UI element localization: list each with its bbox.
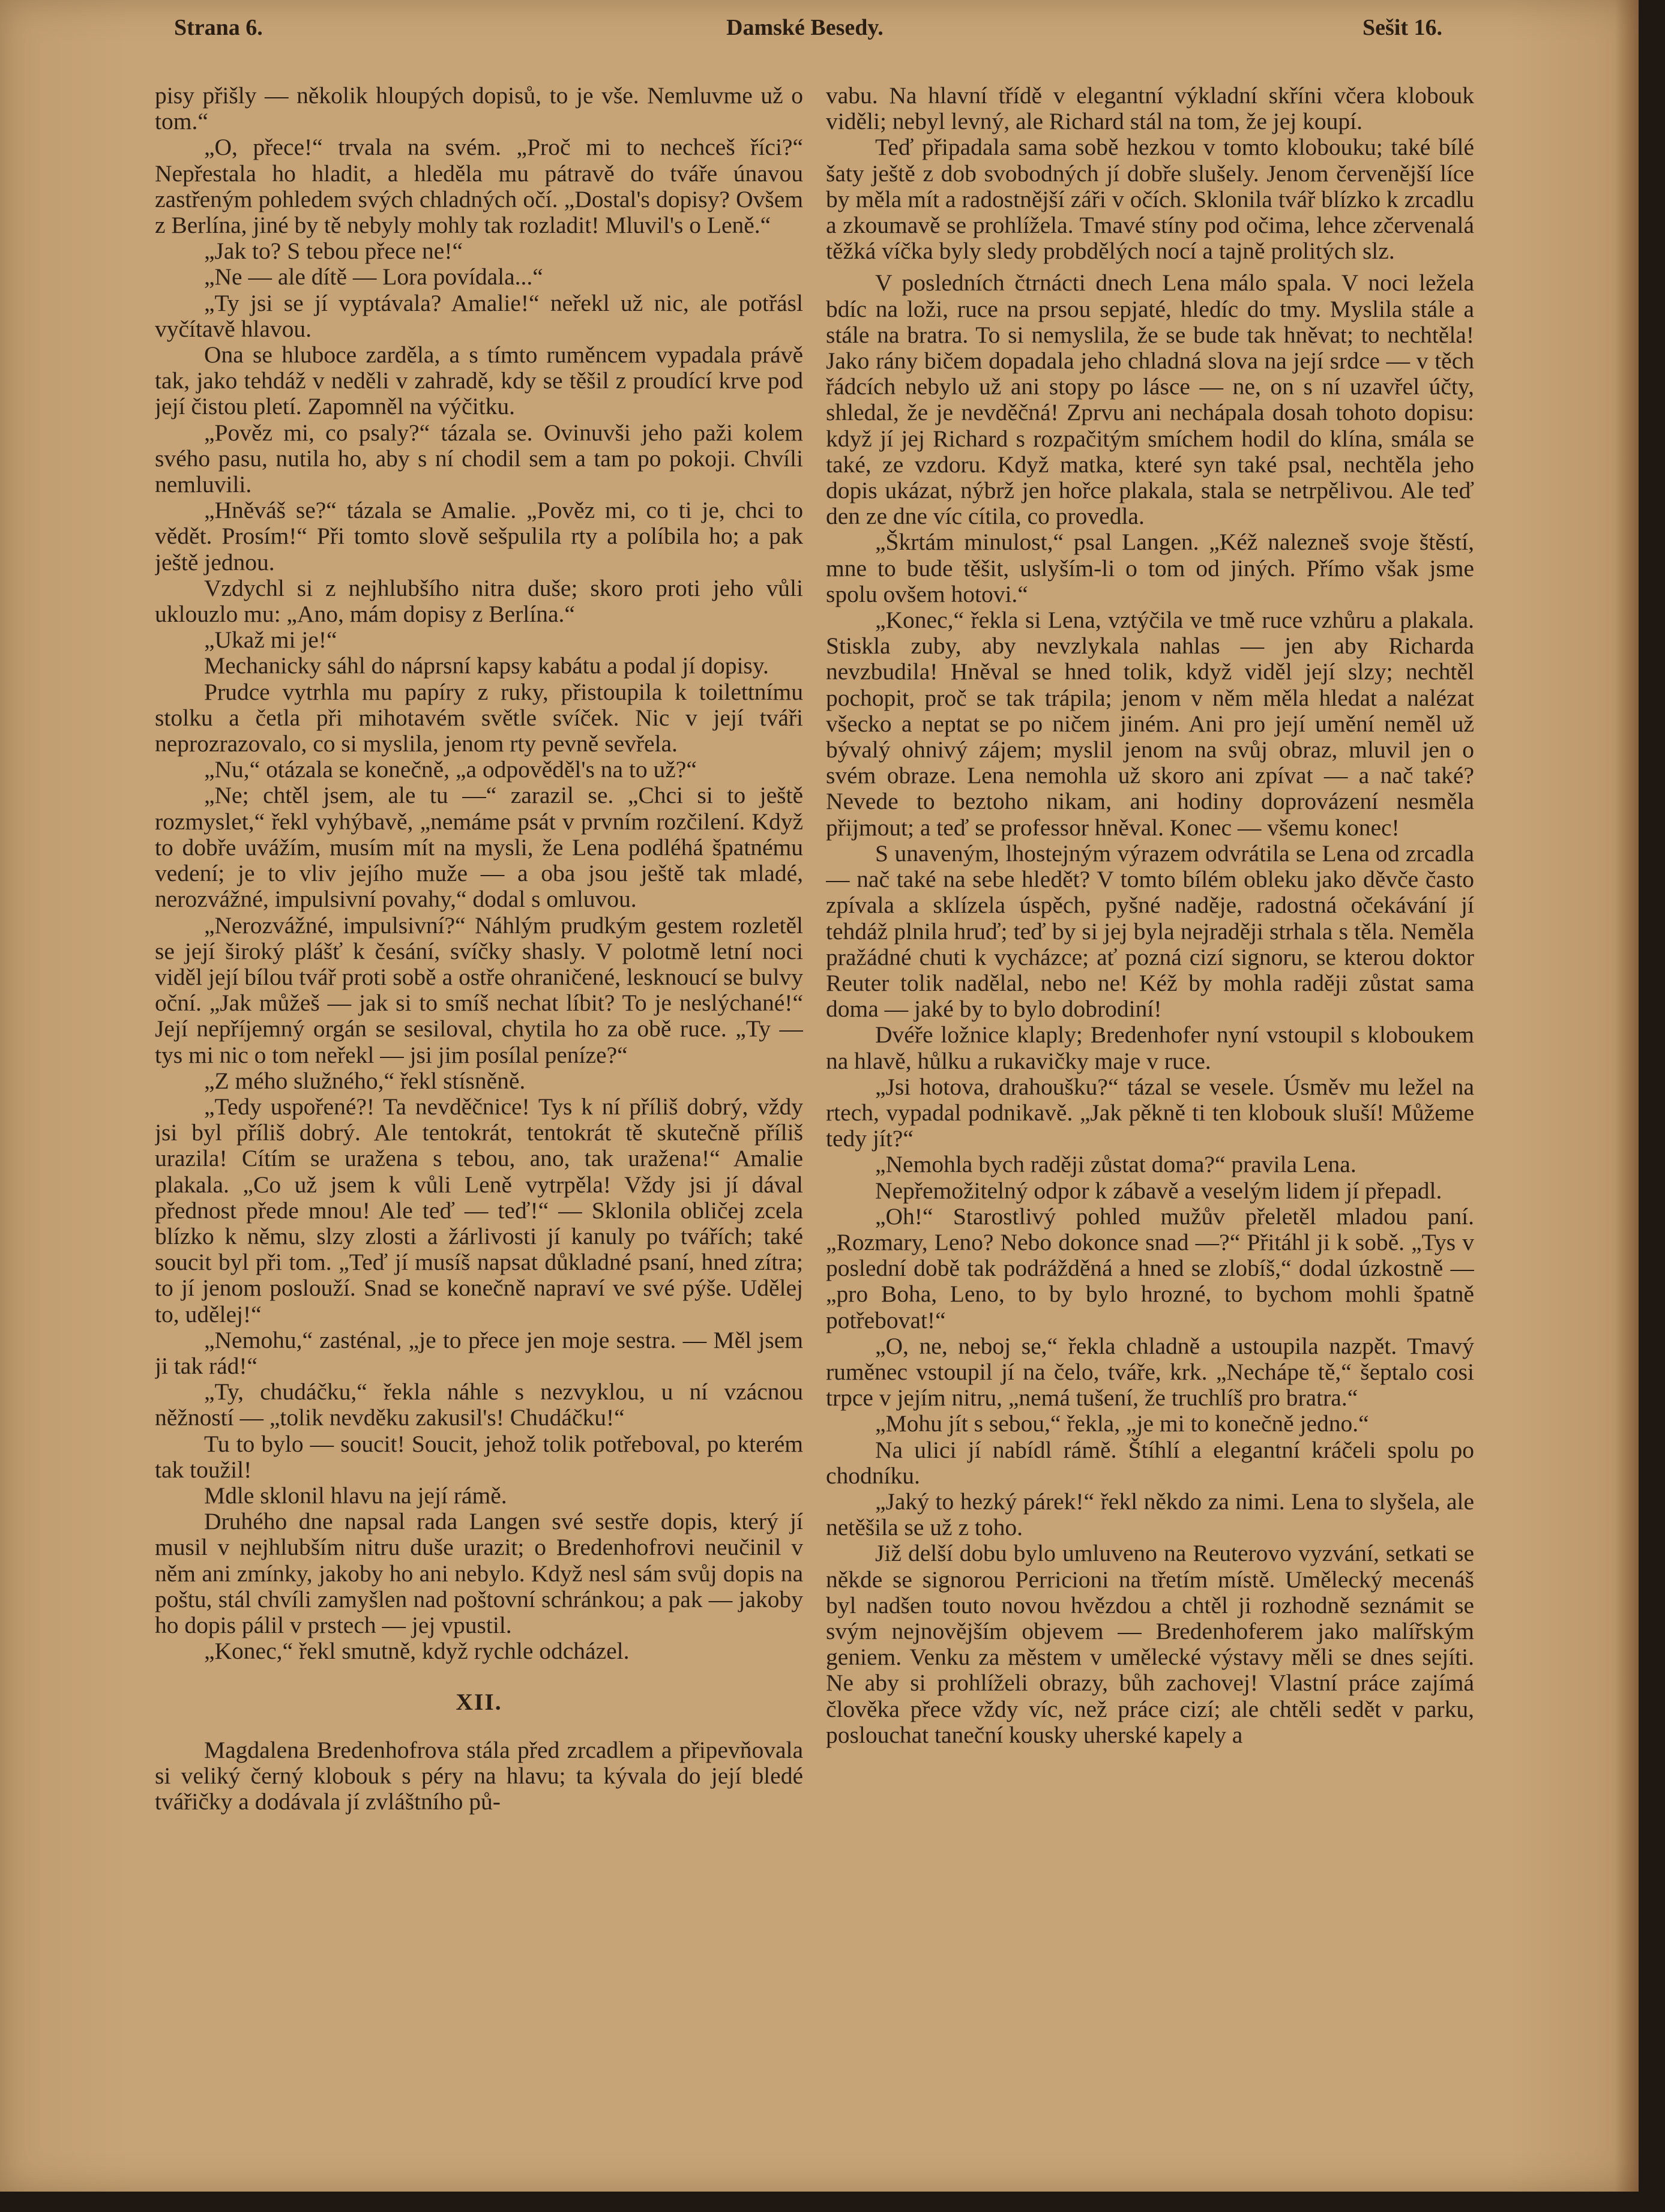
paragraph: „Hněváš se?“ tázala se Amalie. „Pověz mi, co ti je, chci to vědět. Prosím!“ Při tomto slově sešpulila rty a políbila ho; a pak ještě jednou. <box>155 497 803 576</box>
issue-number: Sešit 16. <box>1362 15 1442 40</box>
paragraph: „Jaký to hezký párek!“ řekl někdo za nimi. Lena to slyšela, ale netěšila se už z toho. <box>826 1488 1474 1541</box>
paragraph: „Z mého služného,“ řekl stísněně. <box>204 1067 526 1094</box>
paragraph: „Jsi hotova, drahoušku?“ tázal se vesele. Úsměv mu ležel na rtech, vypadal podnikavě. „Jak pěkně ti ten klobouk sluší! Můžeme tedy jít?“ <box>826 1073 1474 1152</box>
paragraph: „Nu,“ otázala se konečně, „a odpověděl's na to už?“ <box>204 756 697 783</box>
paragraph: „Tedy uspořené?! Ta nevděčnice! Tys k ní příliš dobrý, vždy jsi byl příliš dobrý. Ale tentokrát, tentokrát tě skutečně příliš urazila! Cítím se uražena s tebou, ano, tak uražena!“ Amalie plakala. „Co už jsem k vůli Leně vytrpěla! Vždy jsi jí dával přednost přede mnou! Ale teď — teď!“ — Sklonila obličej zcela blízko k němu, slzy zlosti a žárlivosti jí kanuly po tvářích; také soucit byl při tom. „Teď jí musíš napsat důkladné psaní, hned zítra; to jí jenom poslouží. Snad se konečně napraví ve své pýše. Udělej to, udělej!“ <box>155 1093 803 1327</box>
paragraph: „O, přece!“ trvala na svém. „Proč mi to nechceš říci?“ Nepřestala ho hladit, a hleděla mu pátravě do tváře únavou zastřeným pohledem svých chladných očí. „Dostal's dopisy? Ovšem z Berlína, jiné by tě nebyly mohly tak rozladit! Mluvil's o Leně.“ <box>155 134 803 239</box>
paragraph: Magdalena Bredenhofrova stála před zrcadlem a připevňovala si veliký černý klobouk s péry na hlavu; ta kývala do její bledé tvářičky a dodávala jí zvláštního pů- <box>155 1736 803 1815</box>
running-header <box>0 14 1639 44</box>
paragraph: „Ne; chtěl jsem, ale tu —“ zarazil se. „Chci si to ještě rozmyslet,“ řekl vyhýbavě, „nemáme psát v prvním rozčilení. Když to dobře uvážím, musím mít na mysli, že Lena podléhá špatnému vedení; je to vliv jejího muže — a oba jsou ještě tak mladé, nerozvážné, impulsivní povahy,“ dodal s omluvou. <box>155 782 803 913</box>
paragraph: „Škrtám minulost,“ psal Langen. „Kéž nalezneš svoje štěstí, mne to bude těšit, uslyším-li o tom od jiných. Přímo však jsme spolu ovšem hotovi.“ <box>826 529 1474 607</box>
paragraph: vabu. Na hlavní třídě v elegantní výkladní skříni včera klobouk viděli; nebyl levný, ale Richard stál na tom, že jej koupí. <box>826 83 1474 135</box>
paragraph: Nepřemožitelný odpor k zábavě a veselým lidem jí přepadl. <box>875 1177 1442 1204</box>
paragraph: „Konec,“ řekla si Lena, vztýčila ve tmě ruce vzhůru a plakala. Stiskla zuby, aby nevzlykala nahlas — jen aby Richarda nevzbudila! Hněval se hned tolik, když viděl její slzy; nechtěl pochopit, proč se tak trápila; jenom v něm měla hledat a nalézat všecko a neptat se po ničem jiném. Ani pro její umění neměl už bývalý ohnivý zájem; myslil jenom na svůj obraz, mluvil jen o svém obraze. Lena nemohla už skoro ani zpívat — a nač také? Nevede to beztoho nikam, ani hodiny doprovázení nesměla přijmout; a teď se professor hněval. Konec — všemu konec! <box>826 607 1474 841</box>
magazine-title: Damské Besedy. <box>726 15 884 40</box>
paragraph: „Mohu jít s sebou,“ řekla, „je mi to konečně jedno.“ <box>875 1410 1369 1437</box>
paragraph: Na ulici jí nabídl rámě. Štíhlí a elegantní kráčeli spolu po chodníku. <box>826 1436 1474 1489</box>
right-column <box>826 83 1474 2123</box>
paragraph: Teď připadala sama sobě hezkou v tomto klobouku; také bílé šaty ještě z dob svobodných jí dobře slušely. Jenom červenější líce by měla mít a radostnější záři v očích. Sklonila tvář blízko k zrcadlu a zkoumavě se prohlížela. Tmavé stíny pod očima, lehce zčervenalá těžká víčka byly sledy probdělých nocí a tajně prolitých slz. <box>826 134 1474 265</box>
paragraph: „Nerozvážné, impulsivní?“ Náhlým prudkým gestem rozletěl se její široký plášť k česání, svíčky shasly. V polotmě letní noci viděl její bílou tvář proti sobě a ostře ohraničené, lesknoucí se bulvy oční. „Jak můžeš — jak si to smíš nechat líbit? To je neslýchané!“ Její nepříjemný orgán se sesiloval, chytila ho za obě ruce. „Ty — tys mi nic o tom neřekl — jsi jim posílal peníze?“ <box>155 912 803 1068</box>
paragraph: Mechanicky sáhl do náprsní kapsy kabátu a podal jí dopisy. <box>204 652 769 679</box>
paragraph: „Ukaž mi je!“ <box>204 627 337 654</box>
paragraph: Ona se hluboce zarděla, a s tímto ruměncem vypadala právě tak, jako tehdáž v neděli v zahradě, kdy se těšil z proudící krve pod její čistou pletí. Zapomněl na výčitku. <box>155 341 803 420</box>
paragraph: Tu to bylo — soucit! Soucit, jehož tolik potřeboval, po kterém tak toužil! <box>155 1430 803 1483</box>
paragraph: „Ne — ale dítě — Lora povídala...“ <box>204 263 543 290</box>
paragraph: „Jak to? S tebou přece ne!“ <box>204 238 463 265</box>
paragraph: „O, ne, neboj se,“ řekla chladně a ustoupila nazpět. Tmavý ruměnec vstoupil jí na čelo, tváře, krk. „Nechápe tě,“ šeptalo cosi trpce v jejím nitru, „nemá tušení, že truchlíš pro bratra.“ <box>826 1332 1474 1411</box>
paragraph: „Nemohu,“ zasténal, „je to přece jen moje sestra. — Měl jsem ji tak rád!“ <box>155 1326 803 1379</box>
paragraph: „Konec,“ řekl smutně, když rychle odcházel. <box>204 1638 630 1665</box>
paragraph: „Ty, chudáčku,“ řekla náhle s nezvyklou, u ní vzácnou něžností — „tolik nevděku zakusil's! Chudáčku!“ <box>155 1378 803 1431</box>
paragraph: pisy přišly — několik hloupých dopisů, to je vše. Nemluvme už o tom.“ <box>155 83 803 135</box>
paragraph: Prudce vytrhla mu papíry z ruky, přistoupila k toilettnímu stolku a četla při mihotavém světle svíček. Nic v její tváři neprozrazovalo, co si myslila, jenom rty pevně sevřela. <box>155 678 803 757</box>
paragraph: „Ty jsi se jí vyptávala? Amalie!“ neřekl už nic, ale potřásl vyčítavě hlavou. <box>155 289 803 342</box>
chapter-heading: XII. <box>456 1689 502 1716</box>
paragraph: S unaveným, lhostejným výrazem odvrátila se Lena od zrcadla — nač také na sebe hledět? V tomto bílém obleku jako děvče často zpívala a sklízela úspěch, pyšné naděje, radostná očekávání jí tehdáž plnila hruď; teď by si jej byla nejraději strhala s těla. Neměla pražádné chuti k vycházce; ať pozná cizí signoru, se kterou doktor Reuter tolik nadělal, nebo ne! Kéž by mohla raději zůstat sama doma — jaké by to bylo dobrodiní! <box>826 840 1474 1023</box>
page-edge-shadow <box>1615 0 1639 2192</box>
paragraph: „Oh!“ Starostlivý pohled mužův přeletěl mladou paní. „Rozmary, Leno? Nebo dokonce snad —?“ Přitáhl ji k sobě. „Tys v poslední době tak podrážděná a hned se zlobíš,“ dodal úzkostně — „pro Boha, Leno, to by bylo hrozné, to bychom mohli špatně potřebovat!“ <box>826 1203 1474 1333</box>
left-column <box>155 83 803 2123</box>
paragraph: Druhého dne napsal rada Langen své sestře dopis, který jí musil v nejhlubším nitru duše urazit; o Bredenhofrovi neučinil v něm ani zmínky, jakoby ho ani nebylo. Když nesl sám svůj dopis na poštu, stál chvíli zamyšlen nad poštovní schránkou; a pak — jakoby ho dopis pálil v prstech — jej vpustil. <box>155 1508 803 1638</box>
paragraph: Již delší dobu bylo umluveno na Reuterovo vyzvání, setkati se někde se signorou Perricioni na třetím místě. Umělecký mecenáš byl nadšen touto novou hvězdou a chtěl ji rozhodně seznámit se svým nejnovějším objevem — Bredenhoferem jako malířským geniem. Venku za městem v umělecké výstavy měli se dnes sejíti. Ne aby si prohlíželi obrazy, bůh zachovej! Vlastní práce zajímá člověka přece vždy víc, než práce cizí; ale chtěli sedět v parku, poslouchat taneční kousky uherské kapely a <box>826 1540 1474 1748</box>
paragraph: Mdle sklonil hlavu na její rámě. <box>204 1482 507 1509</box>
paragraph: Dvéře ložnice klaply; Bredenhofer nyní vstoupil s kloboukem na hlavě, hůlku a rukavičky maje v ruce. <box>826 1021 1474 1074</box>
paragraph: Vzdychl si z nejhlubšího nitra duše; skoro proti jeho vůli uklouzlo mu: „Ano, mám dopisy z Berlína.“ <box>155 574 803 628</box>
paragraph: „Pověz mi, co psaly?“ tázala se. Ovinuvši jeho paži kolem svého pasu, nutila ho, aby s ní chodil sem a tam po pokoji. Chvíli nemluvili. <box>155 419 803 498</box>
paragraph: „Nemohla bych raději zůstat doma?“ pravila Lena. <box>875 1151 1356 1178</box>
paragraph: V posledních čtrnácti dnech Lena málo spala. V noci ležela bdíc na loži, ruce na prsou sepjaté, hledíc do tmy. Myslila stále a stále na bratra. To si nemyslila, že se bude tak hněvat; to nechtěla! Jako rány bičem dopadala jeho chladná slova na její srdce — v těch řádcích nebylo už ani stopy po lásce — ne, on s ní uzavřel účty, shledal, že je nevděčná! Zprvu ani nechápala dosah tohoto dopisu: když jí jej Richard s rozpačitým smíchem hodil do klína, smála se také, ze vzdoru. Když matka, které syn také psal, nechtěla jeho dopis ukázat, nýbrž jen hořce plakala, stala se netrpělivou. Ale teď den ze dne víc cítila, co provedla. <box>826 269 1474 530</box>
page-number: Strana 6. <box>174 15 263 40</box>
